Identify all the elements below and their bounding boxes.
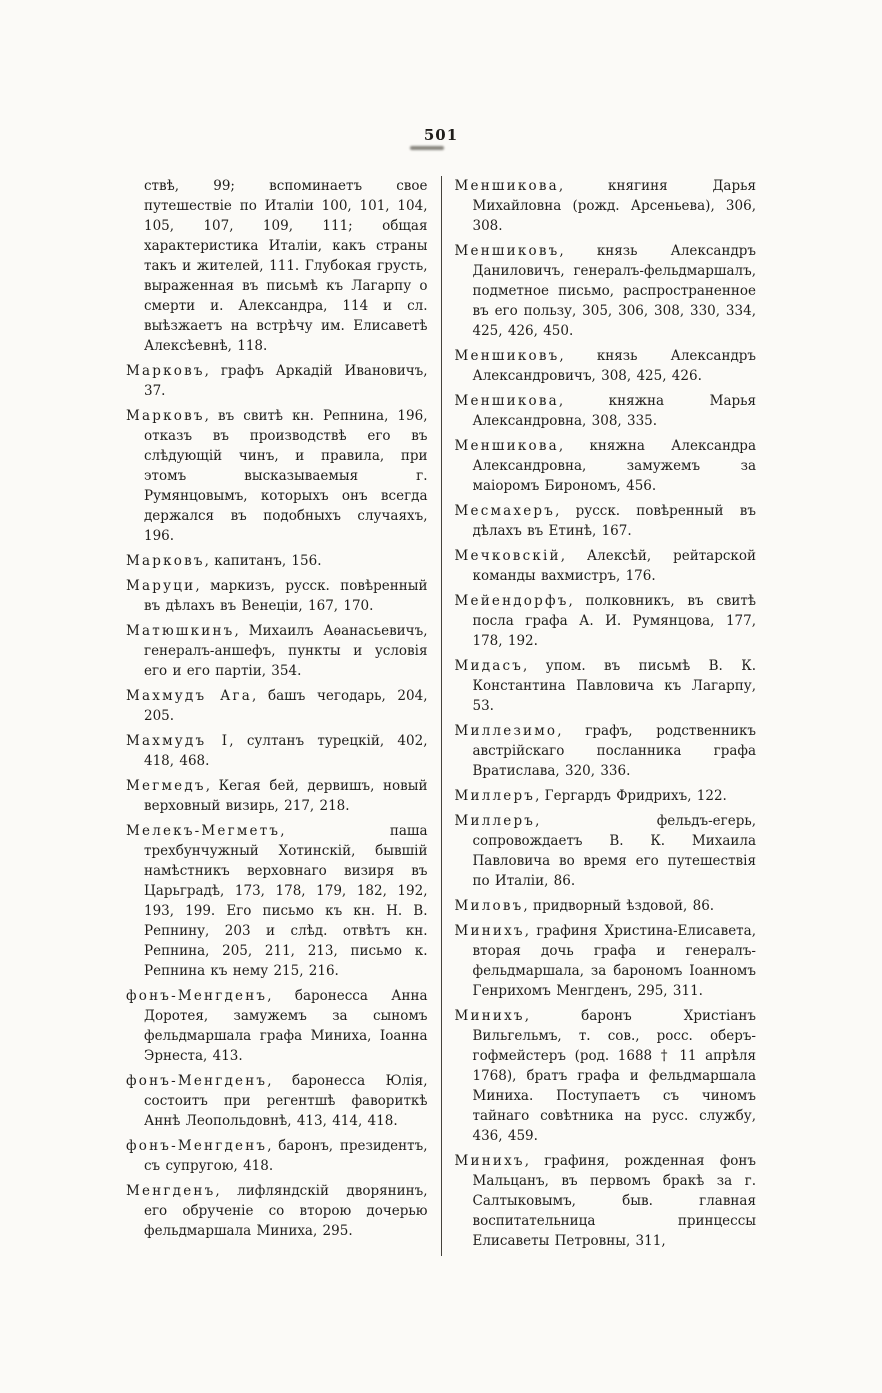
entry-text: , башъ чегодарь, 204, 205. — [144, 688, 428, 724]
entry-text: , Михаилъ Аѳанасьевичъ, генералъ-аншефъ, пункты и условія его и его партіи, 354. — [144, 623, 428, 679]
entry-text: , баронесса Анна Доротея, замужемъ за сыномъ фельдмаршала графа Миниха, Іоанна Эрнеста, 413. — [144, 988, 428, 1064]
index-entry — [126, 986, 428, 1066]
entry-headword: Минихъ — [454, 1153, 525, 1169]
index-entry — [126, 731, 428, 771]
entry-headword: Махмудъ Ага — [126, 688, 253, 704]
index-entry — [455, 241, 757, 341]
entry-text: , графиня Христина-Елисавета, вторая дочь графа и генералъ-фельдмаршала, за барономъ Іоанномъ Генрихомъ Менгденъ, 295, 311. — [472, 923, 756, 999]
entry-headword: Матюшкинъ — [126, 623, 235, 639]
index-entry — [126, 686, 428, 726]
entry-headword: Маруци — [126, 578, 196, 594]
index-entry — [126, 576, 428, 616]
index-entry — [126, 776, 428, 816]
index-entry — [126, 406, 428, 546]
index-entry — [455, 896, 757, 916]
entry-text: , упом. въ письмѣ В. К. Константина Павловича къ Лагарпу, 53. — [472, 658, 756, 714]
entry-text: , Кегая бей, дервишъ, новый верховный визирь, 217, 218. — [144, 778, 428, 814]
entry-text: , лифляндскій дворянинъ, его обрученіе со второю дочерью фельдмаршала Миниха, 295. — [144, 1183, 428, 1239]
index-entry — [455, 1006, 757, 1146]
index-columns — [126, 176, 756, 1256]
index-entry — [455, 721, 757, 781]
entry-text: , князь Александръ Даниловичъ, генералъ-фельдмаршалъ, подметное письмо, распространенное въ его пользу, 305, 306, 308, 330, 334, 425, 426, 450. — [472, 243, 756, 339]
entry-text: , графиня, рожденная фонъ Мальцанъ, въ первомъ бракѣ за г. Салтыковымъ, быв. главная воспитательница принцессы Елисаветы Петровны, 311, — [472, 1153, 756, 1249]
entry-headword: Марковъ — [126, 363, 205, 379]
index-entry — [455, 1151, 757, 1251]
entry-headword: Миловъ — [454, 898, 524, 914]
index-entry — [455, 921, 757, 1001]
entry-headword: Месмахеръ — [454, 503, 556, 519]
entry-headword: Меншиковъ — [454, 348, 560, 364]
index-entry — [455, 546, 757, 586]
entry-text: , графъ, родственникъ австрійскаго посланника графа Вратислава, 320, 336. — [472, 723, 756, 779]
page-number: 501 — [423, 126, 459, 144]
index-entry — [455, 591, 757, 651]
entry-headword: Мидасъ — [454, 658, 524, 674]
index-entry — [126, 176, 428, 356]
entry-headword: Мегмедъ — [126, 778, 206, 794]
index-entry — [455, 436, 757, 496]
index-column-right — [442, 176, 757, 1256]
entry-headword: Меншиковъ — [454, 243, 560, 259]
index-entry — [126, 1136, 428, 1176]
entry-text: , баронъ Христіанъ Вильгельмъ, т. сов., росс. оберъ-гофмейстеръ (род. 1688 † 11 апрѣля 1768), братъ графа и фельдмаршала Миниха. Поступаетъ съ чиномъ тайнаго совѣтника на русс. службу, 436, 459. — [472, 1008, 756, 1144]
entry-text: , полковникъ, въ свитѣ посла графа А. И. Румянцова, 177, 178, 192. — [472, 593, 756, 649]
index-entry — [455, 346, 757, 386]
entry-text: , фельдъ-егерь, сопровождаетъ В. К. Михаила Павловича во время его путешествія по Италіи, 86. — [472, 813, 756, 889]
entry-headword: Меншикова — [454, 393, 559, 409]
entry-headword: Миллеръ — [454, 813, 536, 829]
entry-headword: фонъ-Менгденъ — [126, 1073, 268, 1089]
entry-headword: Марковъ — [126, 408, 205, 424]
entry-text: , придворный ѣздовой, 86. — [523, 898, 715, 914]
index-entry — [455, 176, 757, 236]
entry-headword: фонъ-Менгденъ — [126, 988, 268, 1004]
entry-text: , княжна Александра Александровна, замужемъ за маіоромъ Бирономъ, 456. — [472, 438, 756, 494]
entry-text: ствѣ, 99; вспоминаетъ свое путешествіе по Италіи 100, 101, 104, 105, 107, 109, 111; общая характеристика Италіи, какъ страны такъ и жителей, 111. Глубокая грусть, выраженная въ письмѣ къ Лагарпу о смерти и. Александра, 114 и сл. выѣзжаетъ на встрѣчу им. Елисаветѣ Алексѣевнѣ, 118. — [144, 178, 428, 354]
entry-headword: Миллезимо — [454, 723, 558, 739]
entry-headword: Миллеръ — [454, 788, 536, 804]
entry-headword: Мечковскій — [454, 548, 561, 564]
index-entry — [126, 1181, 428, 1241]
entry-text: , баронъ, президентъ, съ супругою, 418. — [144, 1138, 428, 1174]
entry-headword: Минихъ — [454, 923, 525, 939]
index-entry — [126, 361, 428, 401]
entry-text: , маркизъ, русск. повѣренный въ дѣлахъ въ Венеціи, 167, 170. — [144, 578, 428, 614]
entry-headword: Меншикова — [454, 438, 559, 454]
index-entry — [455, 501, 757, 541]
entry-text: , Гергардъ Фридрихъ, 122. — [535, 788, 727, 804]
entry-text: , князь Александръ Александровичъ, 308, 425, 426. — [472, 348, 756, 384]
entry-text: , русск. повѣренный въ дѣлахъ въ Етинѣ, 167. — [472, 503, 756, 539]
entry-headword: Мейендорфъ — [454, 593, 569, 609]
index-entry — [126, 621, 428, 681]
entry-text: , паша трехбунчужный Хотинскій, бывшій намѣстникъ верховнаго визиря въ Царьградѣ, 173, 178, 179, 182, 192, 193, 199. Его письмо къ кн. Н. В. Репнину, 203 и слѣд. отвѣтъ кн. Репнина, 205, 211, 213, письмо к. Репнина къ нему 215, 216. — [144, 823, 428, 979]
entry-headword: Махмудъ I — [126, 733, 230, 749]
index-column-left — [126, 176, 441, 1256]
index-entry — [455, 391, 757, 431]
entry-headword: Меншикова — [454, 178, 559, 194]
ink-smudge — [410, 146, 444, 150]
entry-text: , Алексѣй, рейтарской команды вахмистръ, 176. — [472, 548, 756, 584]
index-entry — [455, 786, 757, 806]
entry-text: , княгиня Дарья Михайловна (рожд. Арсеньева), 306, 308. — [472, 178, 756, 234]
entry-headword: Мелекъ-Мегметъ — [126, 823, 281, 839]
entry-headword: Менгденъ — [126, 1183, 216, 1199]
entry-text: , султанъ турецкій, 402, 418, 468. — [144, 733, 428, 769]
index-entry — [455, 811, 757, 891]
index-entry — [126, 1071, 428, 1131]
index-entry — [126, 821, 428, 981]
entry-text: , графъ Аркадій Ивановичъ, 37. — [144, 363, 428, 399]
entry-text: , княжна Марья Александровна, 308, 335. — [472, 393, 756, 429]
entry-text: , капитанъ, 156. — [204, 553, 322, 569]
entry-text: , баронесса Юлія, состоитъ при регентшѣ фавориткѣ Аннѣ Леопольдовнѣ, 413, 414, 418. — [144, 1073, 428, 1129]
entry-headword: Минихъ — [454, 1008, 525, 1024]
entry-headword: фонъ-Менгденъ — [126, 1138, 268, 1154]
entry-headword: Марковъ — [126, 553, 205, 569]
index-entry — [455, 656, 757, 716]
entry-text: , въ свитѣ кн. Репнина, 196, отказъ въ производствѣ его въ слѣдующій чинъ, и правила, при этомъ высказываемыя г. Румянцовымъ, которыхъ онъ всегда держался въ подобныхъ случаяхъ, 196. — [144, 408, 428, 544]
index-entry — [126, 551, 428, 571]
